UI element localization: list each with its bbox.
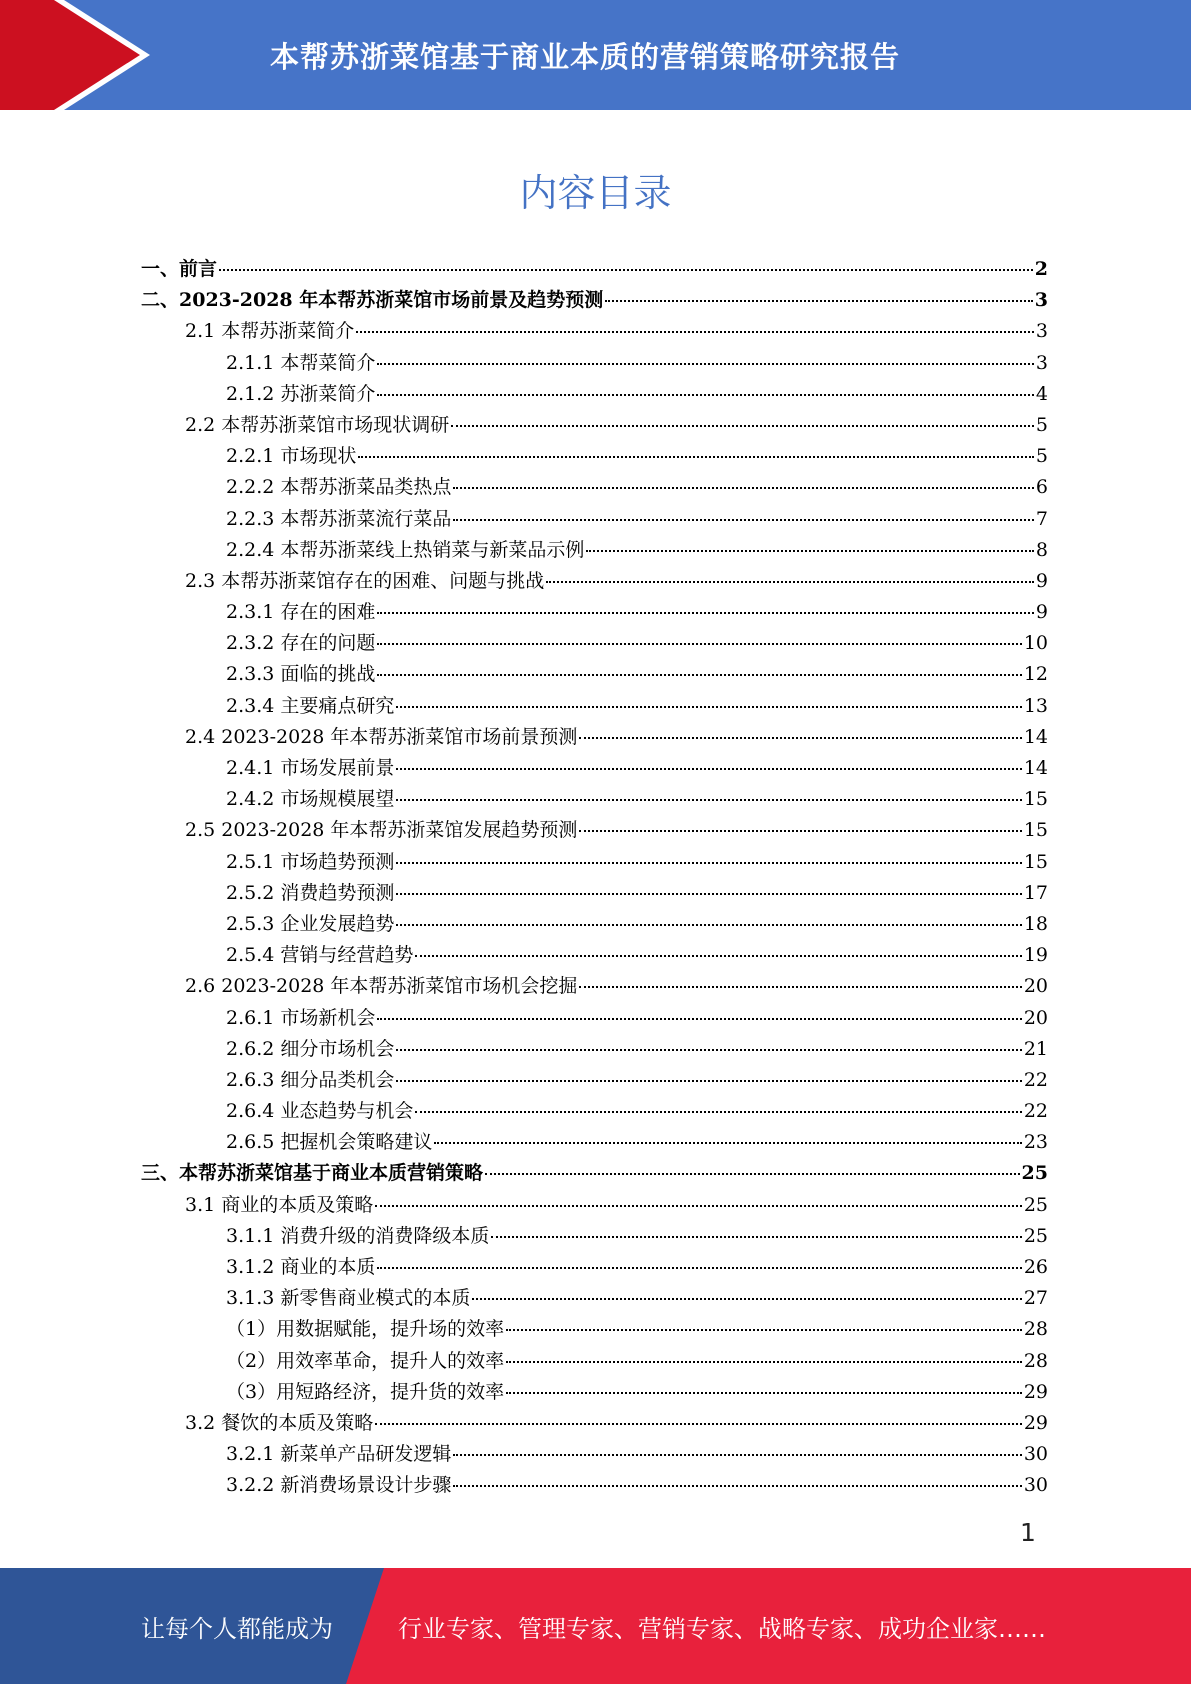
toc-entry[interactable] bbox=[141, 847, 1048, 878]
toc-entry-label: （1）用数据赋能，提升场的效率 bbox=[226, 1318, 505, 1341]
toc-entry[interactable] bbox=[141, 784, 1048, 815]
toc-dot-leader bbox=[396, 893, 1021, 895]
toc-entry-page: 26 bbox=[1023, 1256, 1048, 1278]
toc-dot-leader bbox=[377, 363, 1034, 365]
toc-entry[interactable] bbox=[141, 940, 1048, 971]
toc-entry-label: 2.3.4 主要痛点研究 bbox=[226, 694, 395, 717]
toc-entry-page: 15 bbox=[1023, 819, 1048, 842]
toc-entry[interactable] bbox=[141, 971, 1048, 1002]
toc-dot-leader bbox=[396, 1049, 1021, 1051]
toc-entry[interactable] bbox=[141, 1127, 1048, 1158]
toc-dot-leader bbox=[358, 456, 1034, 458]
toc-entry[interactable] bbox=[141, 1377, 1048, 1408]
toc-entry-label: 3.1.3 新零售商业模式的本质 bbox=[226, 1287, 471, 1310]
toc-entry-label: 2.2.1 市场现状 bbox=[226, 445, 357, 468]
toc-dot-leader bbox=[219, 269, 1033, 271]
page-number: 1 bbox=[1020, 1518, 1036, 1547]
report-title: 本帮苏浙菜馆基于商业本质的营销策略研究报告 bbox=[270, 39, 901, 74]
toc-entry[interactable] bbox=[141, 691, 1048, 722]
toc-entry-label: 三、本帮苏浙菜馆基于商业本质营销策略 bbox=[141, 1162, 484, 1185]
toc-entry-page: 30 bbox=[1023, 1443, 1048, 1466]
toc-dot-leader bbox=[415, 1111, 1021, 1113]
toc-entry-label: 2.4 2023-2028 年本帮苏浙菜馆市场前景预测 bbox=[185, 725, 578, 748]
toc-entry-label: 2.2.2 本帮苏浙菜品类热点 bbox=[226, 476, 452, 499]
toc-entry[interactable] bbox=[141, 659, 1048, 690]
toc-entry[interactable] bbox=[141, 628, 1048, 659]
toc-entry-page: 8 bbox=[1035, 538, 1048, 561]
toc-dot-leader bbox=[396, 924, 1021, 926]
toc-entry-label: 2.3 本帮苏浙菜馆存在的困难、问题与挑战 bbox=[185, 569, 545, 592]
toc-entry[interactable] bbox=[141, 379, 1048, 410]
toc-dot-leader bbox=[586, 550, 1034, 552]
toc-entry[interactable] bbox=[141, 597, 1048, 628]
toc-entry-page: 3 bbox=[1035, 320, 1048, 343]
toc-entry-page: 29 bbox=[1023, 1380, 1048, 1403]
toc-entry-page: 25 bbox=[1023, 1224, 1048, 1247]
toc-entry-page: 23 bbox=[1023, 1131, 1048, 1154]
toc-entry-page: 15 bbox=[1023, 850, 1048, 873]
toc-entry-page: 3 bbox=[1034, 289, 1048, 312]
toc-entry[interactable] bbox=[141, 1283, 1048, 1314]
toc-entry[interactable] bbox=[141, 909, 1048, 940]
toc-entry[interactable] bbox=[141, 254, 1048, 285]
toc-dot-leader bbox=[377, 1267, 1021, 1269]
footer-slogan-left: 让每个人都能成为 bbox=[141, 1614, 333, 1643]
toc-entry-label: 2.5.4 营销与经营趋势 bbox=[226, 944, 414, 967]
toc-entry[interactable] bbox=[141, 1003, 1048, 1034]
toc-entry-page: 21 bbox=[1023, 1037, 1048, 1060]
toc-entry-page: 10 bbox=[1023, 632, 1048, 655]
toc-dot-leader bbox=[506, 1361, 1022, 1363]
toc-dot-leader bbox=[396, 862, 1021, 864]
toc-dot-leader bbox=[579, 986, 1021, 988]
toc-dot-leader bbox=[375, 1423, 1022, 1425]
toc-entry-label: （3）用短路经济，提升货的效率 bbox=[226, 1380, 505, 1403]
page-header bbox=[0, 0, 1191, 110]
toc-dot-leader bbox=[605, 300, 1033, 302]
toc-entry-page: 14 bbox=[1023, 757, 1048, 779]
toc-dot-leader bbox=[453, 519, 1034, 521]
toc-entry[interactable] bbox=[141, 1065, 1048, 1096]
toc-entry-page: 15 bbox=[1023, 788, 1048, 811]
toc-entry-page: 22 bbox=[1023, 1068, 1048, 1091]
toc-entry-page: 30 bbox=[1023, 1474, 1048, 1497]
toc-entry-page: 14 bbox=[1023, 725, 1048, 748]
toc-entry-page: 3 bbox=[1035, 351, 1048, 374]
toc-dot-leader bbox=[396, 768, 1021, 770]
toc-entry[interactable] bbox=[141, 878, 1048, 909]
toc-entry-page: 29 bbox=[1023, 1411, 1048, 1434]
toc-entry-label: 2.5.1 市场趋势预测 bbox=[226, 850, 395, 873]
toc-entry[interactable] bbox=[141, 472, 1048, 503]
toc-entry[interactable] bbox=[141, 1158, 1048, 1189]
toc-entry-label: 3.2 餐饮的本质及策略 bbox=[185, 1411, 374, 1434]
toc-entry[interactable] bbox=[141, 753, 1048, 784]
toc-entry-label: 2.2.4 本帮苏浙菜线上热销菜与新菜品示例 bbox=[226, 538, 585, 561]
toc-dot-leader bbox=[396, 1080, 1021, 1082]
toc-entry-page: 27 bbox=[1023, 1287, 1048, 1310]
toc-dot-leader bbox=[453, 1485, 1021, 1487]
toc-dot-leader bbox=[375, 1205, 1022, 1207]
toc-entry[interactable] bbox=[141, 504, 1048, 535]
table-of-contents bbox=[141, 254, 1048, 1502]
toc-entry[interactable] bbox=[141, 348, 1048, 379]
toc-entry-page: 20 bbox=[1023, 1006, 1048, 1029]
toc-entry[interactable] bbox=[141, 1346, 1048, 1377]
toc-entry[interactable] bbox=[141, 1096, 1048, 1127]
toc-entry[interactable] bbox=[141, 1314, 1048, 1345]
toc-entry-label: 2.2.3 本帮苏浙菜流行菜品 bbox=[226, 507, 452, 530]
footer-slogan-right: 行业专家、管理专家、营销专家、战略专家、成功企业家…… bbox=[398, 1614, 1046, 1643]
toc-dot-leader bbox=[453, 487, 1034, 489]
toc-entry[interactable] bbox=[141, 441, 1048, 472]
toc-entry[interactable] bbox=[141, 1252, 1048, 1283]
toc-dot-leader bbox=[377, 1018, 1021, 1020]
toc-entry[interactable] bbox=[141, 815, 1048, 846]
toc-entry-page: 6 bbox=[1035, 476, 1048, 499]
toc-entry-page: 25 bbox=[1021, 1162, 1048, 1185]
toc-dot-leader bbox=[546, 581, 1034, 583]
toc-entry-label: 2.5.3 企业发展趋势 bbox=[226, 912, 395, 935]
toc-entry[interactable] bbox=[141, 566, 1048, 597]
toc-entry-page: 13 bbox=[1023, 694, 1048, 717]
toc-entry-page: 5 bbox=[1035, 445, 1048, 468]
toc-entry-page: 7 bbox=[1035, 507, 1048, 530]
toc-entry-label: 2.6.5 把握机会策略建议 bbox=[226, 1131, 433, 1154]
toc-entry[interactable] bbox=[141, 1190, 1048, 1221]
toc-entry-label: 2.6.3 细分品类机会 bbox=[226, 1068, 395, 1091]
toc-dot-leader bbox=[396, 799, 1021, 801]
toc-entry[interactable] bbox=[141, 1439, 1048, 1470]
toc-entry[interactable] bbox=[141, 1408, 1048, 1439]
page-footer bbox=[0, 1568, 1191, 1684]
toc-entry[interactable] bbox=[141, 410, 1048, 441]
toc-dot-leader bbox=[579, 830, 1021, 832]
toc-entry-label: 2.2 本帮苏浙菜馆市场现状调研 bbox=[185, 413, 450, 436]
toc-entry-label: 2.6.1 市场新机会 bbox=[226, 1006, 376, 1029]
toc-entry-label: （2）用效率革命，提升人的效率 bbox=[226, 1349, 505, 1372]
toc-entry-page: 5 bbox=[1035, 413, 1048, 436]
toc-dot-leader bbox=[491, 1236, 1021, 1238]
toc-entry-label: 2.6 2023-2028 年本帮苏浙菜馆市场机会挖掘 bbox=[185, 975, 578, 998]
toc-entry[interactable] bbox=[141, 1470, 1048, 1501]
toc-dot-leader bbox=[377, 674, 1021, 676]
toc-entry-label: 二、2023-2028 年本帮苏浙菜馆市场前景及趋势预测 bbox=[141, 289, 604, 312]
toc-entry[interactable] bbox=[141, 285, 1048, 316]
toc-dot-leader bbox=[434, 1142, 1021, 1144]
toc-entry-label: 一、前言 bbox=[141, 258, 218, 280]
toc-dot-leader bbox=[451, 425, 1034, 427]
toc-entry-label: 2.3.2 存在的问题 bbox=[226, 632, 376, 655]
toc-entry-label: 3.2.2 新消费场景设计步骤 bbox=[226, 1474, 452, 1497]
toc-entry-label: 2.1.2 苏浙菜简介 bbox=[226, 382, 376, 405]
toc-entry-page: 4 bbox=[1035, 382, 1048, 405]
toc-dot-leader bbox=[579, 737, 1021, 739]
toc-dot-leader bbox=[453, 1454, 1021, 1456]
toc-entry-label: 2.3.1 存在的困难 bbox=[226, 601, 376, 624]
toc-entry[interactable] bbox=[141, 316, 1048, 347]
toc-entry[interactable] bbox=[141, 535, 1048, 566]
toc-dot-leader bbox=[506, 1392, 1022, 1394]
toc-entry-page: 12 bbox=[1023, 663, 1048, 686]
toc-entry-page: 20 bbox=[1023, 975, 1048, 998]
toc-dot-leader bbox=[415, 955, 1021, 957]
toc-entry-label: 3.1 商业的本质及策略 bbox=[185, 1193, 374, 1216]
toc-entry-label: 2.6.2 细分市场机会 bbox=[226, 1037, 395, 1060]
toc-entry[interactable] bbox=[141, 722, 1048, 753]
toc-entry-page: 28 bbox=[1023, 1349, 1048, 1372]
toc-entry-label: 3.2.1 新菜单产品研发逻辑 bbox=[226, 1443, 452, 1466]
toc-dot-leader bbox=[377, 643, 1021, 645]
toc-entry-page: 19 bbox=[1023, 944, 1048, 967]
toc-entry-label: 3.1.2 商业的本质 bbox=[226, 1256, 376, 1278]
toc-entry-page: 9 bbox=[1035, 569, 1048, 592]
toc-entry-page: 28 bbox=[1023, 1318, 1048, 1341]
toc-dot-leader bbox=[377, 394, 1034, 396]
toc-entry-label: 2.6.4 业态趋势与机会 bbox=[226, 1100, 414, 1123]
toc-entry-label: 2.1 本帮苏浙菜简介 bbox=[185, 320, 355, 343]
toc-dot-leader bbox=[356, 331, 1034, 333]
toc-dot-leader bbox=[377, 612, 1034, 614]
toc-entry-label: 2.1.1 本帮菜简介 bbox=[226, 351, 376, 374]
toc-entry-page: 2 bbox=[1034, 258, 1048, 280]
toc-entry-page: 25 bbox=[1023, 1193, 1048, 1216]
toc-dot-leader bbox=[472, 1298, 1021, 1300]
toc-dot-leader bbox=[506, 1329, 1022, 1331]
toc-entry-page: 17 bbox=[1023, 881, 1048, 904]
toc-entry-label: 2.5.2 消费趋势预测 bbox=[226, 881, 395, 904]
toc-entry-page: 22 bbox=[1023, 1100, 1048, 1123]
toc-entry-label: 3.1.1 消费升级的消费降级本质 bbox=[226, 1224, 490, 1247]
toc-dot-leader bbox=[485, 1173, 1020, 1175]
toc-entry-page: 9 bbox=[1035, 601, 1048, 624]
toc-entry-label: 2.5 2023-2028 年本帮苏浙菜馆发展趋势预测 bbox=[185, 819, 578, 842]
toc-entry[interactable] bbox=[141, 1221, 1048, 1252]
toc-entry-label: 2.4.2 市场规模展望 bbox=[226, 788, 395, 811]
toc-entry-label: 2.4.1 市场发展前景 bbox=[226, 757, 395, 779]
toc-entry-page: 18 bbox=[1023, 912, 1048, 935]
toc-entry-label: 2.3.3 面临的挑战 bbox=[226, 663, 376, 686]
toc-title: 内容目录 bbox=[519, 171, 672, 215]
toc-dot-leader bbox=[396, 706, 1021, 708]
toc-entry[interactable] bbox=[141, 1034, 1048, 1065]
